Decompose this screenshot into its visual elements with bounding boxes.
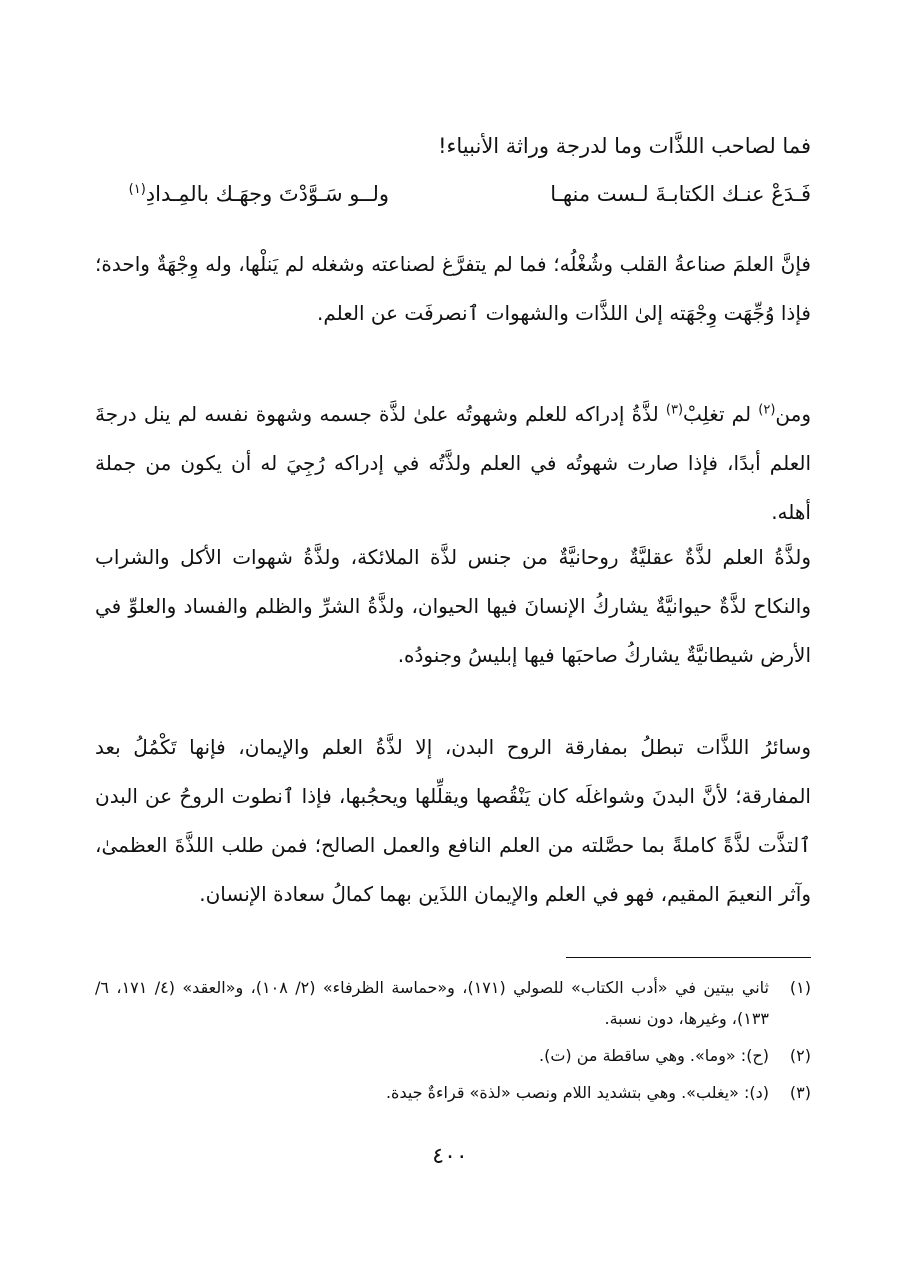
paragraph-2-rest: لذَّةُ إدراكه للعلم وشهوتُه علىٰ لذَّة جسمه وشهوة نفسه لم ينل درجةَ العلم أبدًا، فإذا صارت شهوتُه في العلم ولذَّتُه في إدراكه رُجِيَ له أن يكون من جملة أهله. — [95, 402, 811, 524]
footnote-number: (١) — [789, 978, 811, 997]
footnote-item-1 — [95, 972, 811, 1034]
footnote-divider — [566, 957, 811, 958]
page-number: ٤٠٠ — [432, 1144, 468, 1169]
intro-text: فما لصاحب اللذَّات وما لدرجة وراثة الأنبياء! — [438, 134, 811, 158]
verse-second-hemistich — [129, 182, 389, 206]
paragraph-1-text: فإنَّ العلمَ صناعةُ القلب وشُغْلُه؛ فما لم يتفرَّغ لصناعته وشغله لم يَنلْها، وله وِجْهَةٌ واحدة؛ فإذا وُجِّهَت وِجْهَته إلىٰ اللذَّات والشهوات ٱنصرفَت عن العلم. — [95, 252, 811, 325]
paragraph-4-text: وسائرُ اللذَّات تبطلُ بمفارقة الروح البدن، إلا لذَّةُ العلم والإيمان، فإنها تَكْمُلُ بعد المفارقة؛ لأنَّ البدنَ وشواغلَه كان يَنْقُصها ويقلِّلها ويحجُبها، فإذا ٱنطوت الروحُ عن البدن ٱلتذَّت لذَّةً كاملةً بما حصَّلته من العلم النافع والعمل الصالح؛ فمن طلب اللذَّةَ العظمىٰ، وآثر النعيمَ المقيم، فهو في العلم والإيمان اللذَين بهما كمالُ سعادة الإنسان. — [95, 735, 811, 906]
footnote-text: ثاني بيتين في «أدب الكتاب» للصولي (١٧١)، و«حماسة الظرفاء» (٢/ ١٠٨)، و«العقد» (٤/ ١٧١، ٦/ ١٣٣)، وغيرها، دون نسبة. — [95, 978, 770, 1028]
paragraph-4 — [95, 723, 811, 919]
footnote-text: (ح): «وما». وهي ساقطة من (ت). — [539, 1046, 769, 1065]
footnote-number: (٢) — [789, 1046, 811, 1065]
intro-line — [95, 122, 811, 170]
footnote-ref-3[interactable]: (٣) — [665, 402, 684, 418]
verse-first-hemistich: فَـدَعْ عنـك الكتابـةَ لـست منهـا — [550, 182, 811, 206]
footnote-number: (٣) — [789, 1083, 811, 1102]
poetry-verse — [95, 176, 811, 220]
footnotes-section — [95, 972, 811, 1114]
footnote-text: (د): «يغلب». وهي بتشديد اللام ونصب «لذة» قراءةٌ جيدة. — [385, 1083, 769, 1102]
paragraph-3-text: ولذَّةُ العلم لذَّةٌ عقليَّةٌ روحانيَّةٌ من جنس لذَّة الملائكة، ولذَّةُ شهوات الأكل والشراب والنكاح لذَّةٌ حيوانيَّةٌ يشاركُ الإنسانَ فيها الحيوان، ولذَّةُ الشرِّ والظلم والفساد والعلوِّ في الأرض شيطانيَّةٌ يشاركُ صاحبَها فيها إبليسُ وجنودُه. — [95, 545, 811, 667]
paragraph-2-start: ومن — [775, 402, 812, 426]
footnote-item-2 — [95, 1040, 811, 1071]
paragraph-2-mid: لم تغلِبْ — [683, 402, 759, 426]
footnote-ref-2[interactable]: (٢) — [758, 402, 776, 418]
paragraph-3 — [95, 533, 811, 680]
paragraph-2 — [95, 390, 811, 537]
footnote-ref-1[interactable]: (١) — [128, 182, 146, 197]
footnote-item-3 — [95, 1077, 811, 1108]
verse-second-text: ولــو سَـوَّدْتَ وجهَـك بالمِـدادِ — [145, 182, 389, 206]
paragraph-1 — [95, 240, 811, 338]
